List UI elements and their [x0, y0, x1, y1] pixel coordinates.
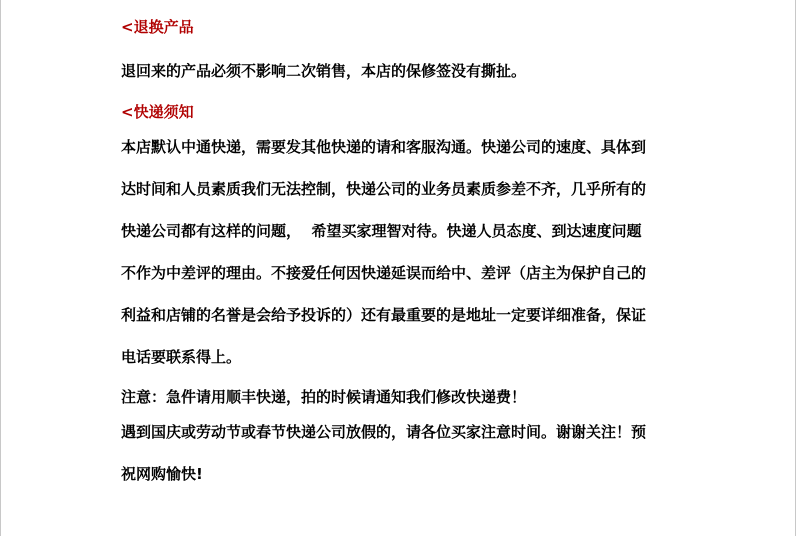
- holiday-notice-line: 遇到国庆或劳动节或春节快递公司放假的，请各位买家注意时间。谢谢关注！预: [121, 423, 647, 441]
- holiday-notice: [121, 411, 681, 495]
- page-left-border: [0, 0, 1, 536]
- returns-heading: <退换产品: [121, 18, 194, 36]
- returns-text: 退回来的产品必须不影响二次销售，本店的保修签没有撕扯。: [121, 62, 527, 80]
- shipping-text-line: 快递公司都有这样的问题， 希望买家理智对待。快递人员态度、到达速度问题: [121, 222, 642, 240]
- shipping-text-line: 本店默认中通快递，需要发其他快递的请和客服沟通。快递公司的速度、具体到: [121, 138, 647, 156]
- shipping-heading: <快递须知: [121, 103, 194, 121]
- shipping-text-line: 电话要联系得上。: [121, 348, 242, 366]
- express-notice: 注意：急件请用顺丰快递，拍的时候请通知我们修改快递费！: [121, 388, 527, 406]
- shipping-text-line: 利益和店铺的名誉是会给予投诉的）还有最重要的是地址一定要详细准备，保证: [121, 306, 647, 324]
- shipping-text-line: 不作为中差评的理由。不接爱任何因快递延误而给中、差评（店主为保护自己的: [121, 264, 647, 282]
- shipping-text-line: 达时间和人员素质我们无法控制，快递公司的业务员素质参差不齐，几乎所有的: [121, 180, 647, 198]
- shipping-text: [121, 126, 681, 378]
- holiday-notice-line: 祝网购愉快!: [121, 465, 203, 483]
- policy-content: [121, 14, 681, 495]
